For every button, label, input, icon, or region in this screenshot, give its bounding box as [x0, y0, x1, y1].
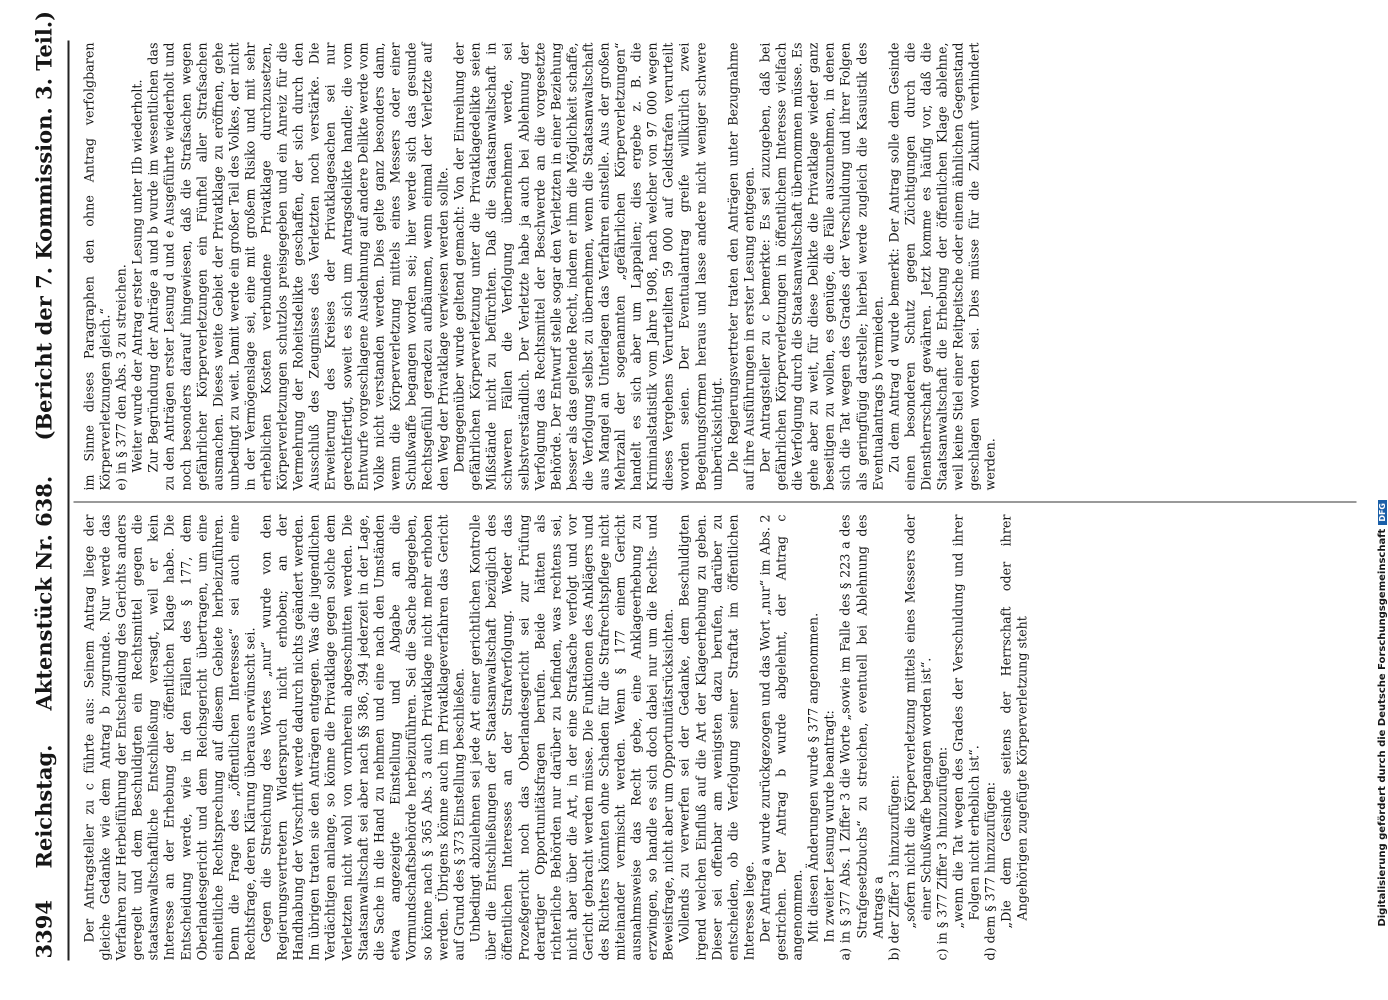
paragraph: Die Regierungsvertreter traten den Anträgen unter Bezugnahme auf ihre Ausführungen in erster Lesung entgegen.: [725, 42, 757, 491]
list-item: a) in § 377 Abs. 1 Ziffer 3 die Worte „sowie im Falle des § 223 a des Strafgesetzbuchs“ zu streichen, eventuell bei Ablehnung des Antrags a: [837, 514, 886, 961]
digitization-text: Digitalisierung gefördert durch die Deutsche Forschungsgemeinschaft: [1377, 528, 1388, 927]
paragraph: Gegen die Streichung des Wortes „nur“ wurde von den Regierungsvertretern Widerspruch nicht erhoben; an der Handhabung der Vorschrift werde dadurch nichts geändert werden. Im übrigen traten sie den Anträgen entgegen. Was die jugendlichen Verdächtigen anlange, so könne die Privatklage gegen solche dem Verletzten nicht wohl von vornherein abgeschnitten werden. Die Staatsanwaltschaft sei aber nach §§ 386, 394 jederzeit in der Lage, die Sache in die Hand zu nehmen und eine nach den Umständen etwa angezeigte Einstellung und Abgabe an die Vormundschaftsbehörde herbeizuführen. Sei die Sache abgegeben, so könne nach § 365 Abs. 3 auch Privatklage nicht mehr erhoben werden. Übrigens könne auch im Privatklageverfahren das Gericht auf Grund des § 373 Einstellung beschließen.: [258, 514, 467, 961]
paragraph: In zweiter Lesung wurde beantragt:: [821, 710, 837, 943]
paragraph: Unbedingt abzulehnen sei jede Art einer gerichtlichen Kontrolle über die Entschließungen der Staatsanwaltschaft bezüglich des öffentlichen Interesses an der Strafverfolgung. Weder das Prozeßgericht noch das Oberlandesgericht sei zur Prüfung derartiger Opportunitätsfragen berufen. Beide hätten als richterliche Behörden nur darüber zu befinden, was rechtens sei, nicht aber über die Art, in der eine Strafsache verfolgt und vor Gericht gebracht werden müsse. Die Funktionen des Anklägers und des Richters könnten ohne Schaden für die Strafrechtspflege nicht miteinander vermischt werden. Wenn § 177 einem Gericht ausnahmsweise das Recht gebe, eine Anklageerhebung zu erzwingen, so handle es sich doch dabei nur um die Rechts- und Beweisfrage, nicht aber um Opportunitätsrücksichten.: [467, 514, 676, 961]
quote: „Die dem Gesinde seitens der Herrschaft oder ihrer Angehörigen zugefügte Körperverletzung steht: [998, 514, 1030, 929]
list-item: d) dem § 377 hinzuzufügen:: [982, 782, 998, 961]
paragraph: im Sinne dieses Paragraphen den ohne Antrag verfolgbaren Körperverletzungen gleich.“: [81, 42, 113, 491]
paragraph: Demgegenüber wurde geltend gemacht: Von der Einreihung der gefährlichen Körperverletzung unter die Privatklagedelikte seien Mißstände nicht zu befürchten. Daß die Staatsanwaltschaft in schweren Fällen die Verfolgung übernehmen werde, sei selbstverständlich. Der Verletzte habe ja auch bei Ablehnung der Verfolgung das Rechtsmittel der Beschwerde an die vorgesetzte Behörde. Der Entwurf stelle sogar den Verletzten in einer Beziehung besser als das geltende Recht, indem er ihm die Möglichkeit schaffe, die Verfolgung selbst zu übernehmen, wenn die Staatsanwaltschaft aus Mangel an Unterlagen das Verfahren einstelle. Aus der großen Mehrzahl der sogenannten „gefährlichen Körperverletzungen“ handelt es sich aber um Lappalien; dies ergebe z. B. die Kriminalstatistik vom Jahre 1908, nach welcher von 97 000 wegen dieses Vergehens Verurteilten 59 000 auf Geldstrafen verurteilt worden seien. Der Eventualantrag greife willkürlich zwei Begehungsformen heraus und lasse andere nicht weniger schwere unberücksichtigt.: [451, 42, 725, 491]
header-report: (Bericht der 7. Kommission. 3. Teil.): [31, 10, 57, 441]
paragraph: Zur Begründung der Anträge a und b wurde im wesentlichen das zu den Anträgen erster Lesung d und e Ausgeführte wiederholt und noch besonders darauf hingewiesen, daß die Strafsachen wegen gefährlicher Körperverletzungen ein Fünftel aller Strafsachen ausmachen. Dieses weite Gebiet der Privatklage zu eröffnen, gehe unbedingt zu weit. Damit werde ein großer Teil des Volkes, der nicht in der Vermögenslage sei, eine mit großem Risiko und mit sehr erheblichen Kosten verbundene Privatklage durchzusetzen, Körperverletzungen schutzlos preisgegeben und ein Anreiz für die Vermehrung der Roheitsdelikte geschaffen, der sich durch den Ausschluß des Zeugnisses des Verletzten noch verstärke. Die Erweiterung des Kreises der Privatklagesachen sei nur gerechtfertigt, soweit es sich um Antragsdelikte handle; die vom Entwurfe vorgeschlagene Ausdehnung auf andere Delikte werde vom Volke nicht verstanden werden. Dies gelte ganz besonders dann, wenn die Körperverletzung mittels eines Messers oder einer Schußwaffe begangen worden sei; hier werde sich das gesunde Rechtsgefühl geradezu aufbäumen, wenn einmal der Verletzte auf den Weg der Privatklage verwiesen werden sollte.: [145, 42, 451, 491]
list-item: b) der Ziffer 3 hinzuzufügen:: [886, 775, 902, 961]
list-item: e) in § 377 den Abs. 3 zu streichen.: [113, 264, 129, 491]
dfg-logo: DFG: [1378, 500, 1387, 525]
paragraph: Der Antragsteller zu c bemerkte: Es sei zuzugeben, daß bei gefährlichen Körperverletzungen in öffentlichem Interesse vielfach die Verfolgung durch die Staatsanwaltschaft übernommen müsse. Es gehe aber zu weit, für diese Delikte die Privatklage wieder ganz beseitigen zu wollen, es genüge, die Fälle auszunehmen, in denen sich die Tat wegen des Grades der Verschuldung und ihrer Folgen als geringfügig darstelle; hierbei werde zugleich die Kasuistik des Eventualantrags b vermieden.: [757, 42, 886, 491]
paragraph: Zu dem Antrag d wurde bemerkt: Der Antrag solle dem Gesinde einen besonderen Schutz gegen Züchtigungen durch die Dienstherrschaft gewähren. Jetzt komme es häufig vor, daß die Staatsanwaltschaft die Erhebung der öffentlichen Klage ablehne, weil keine Stiel einer Reitpeitsche oder einem ähnlichen Gegenstand geschlagen worden sei. Dies müsse für die Zukunft verhindert werden.: [886, 42, 998, 491]
right-column: [82, 43, 1355, 491]
left-column: [82, 507, 1355, 961]
quote: „sofern nicht die Körperverletzung mittels eines Messers oder einer Schußwaffe begangen worden ist“.: [902, 514, 934, 929]
header-item: Aktenstück Nr. 638.: [31, 475, 57, 711]
paragraph: Mit diesen Änderungen wurde § 377 angenommen.: [805, 612, 821, 943]
header-title: Reichstag.: [31, 744, 57, 869]
paragraph: Der Antrag a wurde zurückgezogen und das Wort „nur“ im Abs. 2 gestrichen. Der Antrag b wurde abgelehnt, der Antrag c angenommen.: [757, 514, 805, 961]
paragraph: Vollends zu verwerfen sei der Gedanke, dem Beschuldigten irgend welchen Einfluß auf die Art der Klageerhebung zu geben. Dieser sei offenbar am wenigsten dazu berufen, darüber zu entscheiden, ob die Verfolgung seiner Straftat im öffentlichen Interesse liege.: [676, 514, 757, 961]
paragraph: Weiter wurde der Antrag erster Lesung unter IIb wiederholt.: [129, 79, 145, 473]
page-number: 3394: [31, 900, 57, 959]
paragraph: Der Antragsteller zu c führte aus: Seinem Antrag liege der gleiche Gedanke wie dem Antrag b zugrunde. Nur werde das Verfahren zur Herbeiführung der Entscheidung des Gerichts anders geregelt und dem Beschuldigten ein Rechtsmittel gegen die staatsanwaltschaftliche Entschließung versagt, weil er kein Interesse an der Erhebung der öffentlichen Klage habe. Die Entscheidung werde, wie in den Fällen des § 177, dem Oberlandesgericht und dem Reichsgericht übertragen, um eine einheitliche Rechtsprechung auf diesem Gebiete herbeizuführen. Denn die Frage des „öffentlichen Interesses“ sei auch eine Rechtsfrage, deren Klärung überaus erwünscht sei.: [81, 514, 258, 961]
document-page: [24, 10, 1359, 961]
list-item: c) in § 377 Ziffer 3 hinzuzufügen:: [934, 746, 950, 961]
column-divider: [74, 502, 1357, 503]
quote: „wenn die Tat wegen des Grades der Verschuldung und ihrer Folgen nicht erheblich ist“.: [950, 514, 982, 929]
page-header: [24, 10, 70, 961]
